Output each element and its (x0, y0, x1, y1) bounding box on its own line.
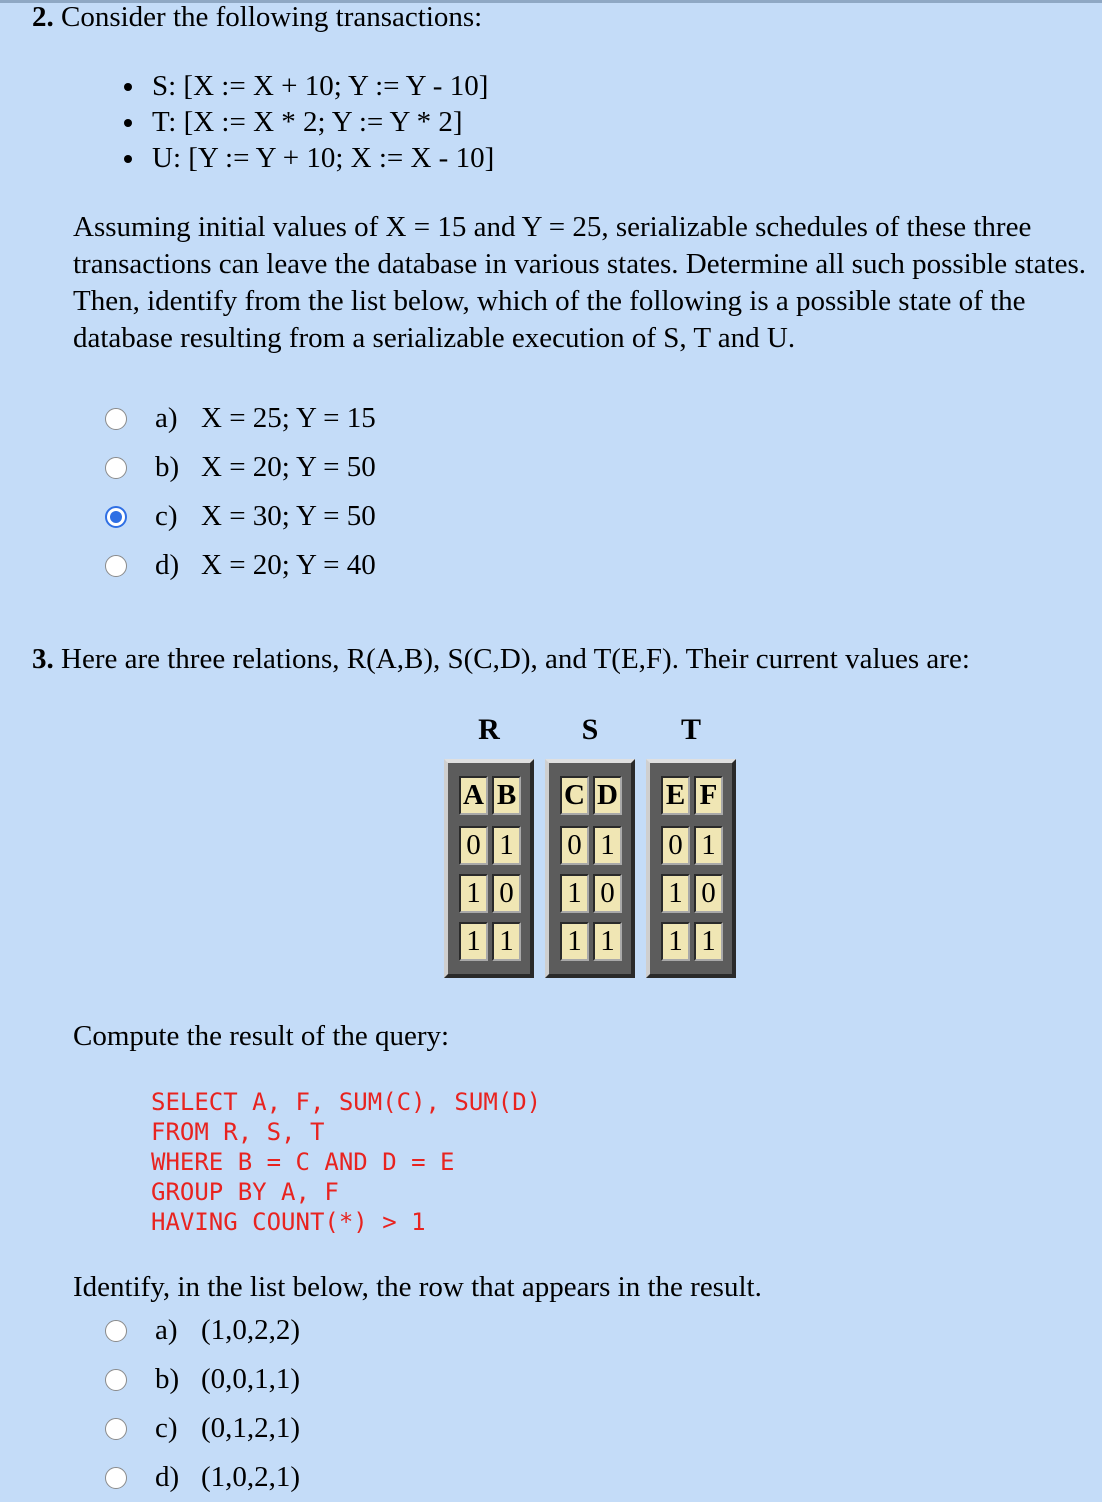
sql-line: SELECT A, F, SUM(C), SUM(D) (151, 1088, 542, 1116)
relation-s-cell: 1 (560, 922, 589, 961)
relation-t-table (646, 759, 736, 978)
q2-options (105, 394, 376, 590)
relation-t-cell: 0 (694, 874, 723, 913)
relation-r-cell: 1 (459, 922, 488, 961)
relation-s-table (545, 759, 635, 978)
q2-option-c-letter: c) (155, 500, 178, 532)
q3-option-a[interactable] (105, 1306, 300, 1355)
sql-line: HAVING COUNT(*) > 1 (151, 1208, 426, 1236)
q3-option-a-text: (1,0,2,2) (201, 1314, 301, 1346)
relation-r-cell: 1 (492, 922, 521, 961)
transaction-u: U: [Y := Y + 10; X := X - 10] (122, 140, 494, 176)
q3-options (105, 1306, 300, 1502)
q2-option-a[interactable] (105, 394, 376, 443)
relation-r-cell: 0 (459, 826, 488, 865)
relation-r-header-b: B (492, 776, 521, 815)
q3-radio-c[interactable] (105, 1418, 127, 1440)
relation-s-cell: 0 (593, 874, 622, 913)
q2-title: Consider the following transactions: (61, 1, 483, 33)
relation-s-cell: 1 (593, 922, 622, 961)
q2-heading (32, 0, 482, 34)
q3-prompt: Compute the result of the query: (73, 1020, 450, 1052)
relation-r-header-a: A (459, 776, 488, 815)
q3-radio-a[interactable] (105, 1320, 127, 1342)
q2-option-b-text: X = 20; Y = 50 (201, 451, 376, 483)
relation-names (444, 713, 736, 753)
q2-number: 2. (32, 1, 54, 33)
q3-option-d[interactable] (105, 1453, 300, 1502)
relation-t-cell: 1 (661, 922, 690, 961)
relation-t-cell: 1 (661, 874, 690, 913)
q2-radio-c[interactable] (105, 506, 127, 528)
q2-option-d[interactable] (105, 541, 376, 590)
relation-r-cell: 1 (459, 874, 488, 913)
q3-option-a-letter: a) (155, 1314, 178, 1346)
q2-option-c[interactable] (105, 492, 376, 541)
relation-s-cell: 1 (593, 826, 622, 865)
transaction-t: T: [X := X * 2; Y := Y * 2] (122, 104, 494, 140)
q3-option-b[interactable] (105, 1355, 300, 1404)
q3-option-b-text: (0,0,1,1) (201, 1363, 301, 1395)
relation-s-cell: 0 (560, 826, 589, 865)
q3-option-b-letter: b) (155, 1363, 180, 1395)
q2-radio-a[interactable] (105, 408, 127, 430)
sql-line: FROM R, S, T (151, 1118, 325, 1146)
q2-option-c-text: X = 30; Y = 50 (201, 500, 376, 532)
relation-r-name: R (478, 713, 500, 746)
relation-t-header-f: F (694, 776, 723, 815)
relation-t-header-e: E (661, 776, 690, 815)
relation-r-cell: 0 (492, 874, 521, 913)
transaction-s: S: [X := X + 10; Y := Y - 10] (122, 68, 494, 104)
q3-option-c[interactable] (105, 1404, 300, 1453)
q2-option-b-letter: b) (155, 451, 180, 483)
relation-t-cell: 0 (661, 826, 690, 865)
q3-heading (32, 642, 970, 676)
q2-radio-d[interactable] (105, 555, 127, 577)
q2-option-d-text: X = 20; Y = 40 (201, 549, 376, 581)
q2-option-b[interactable] (105, 443, 376, 492)
sql-line: GROUP BY A, F (151, 1178, 339, 1206)
relation-r-table (444, 759, 534, 978)
q3-title: Here are three relations, R(A,B), S(C,D), and T(E,F). Their current values are: (61, 643, 970, 675)
relation-s-header-c: C (560, 776, 589, 815)
relation-s-header-d: D (593, 776, 622, 815)
relation-s-name: S (581, 713, 599, 746)
q2-radio-b[interactable] (105, 457, 127, 479)
q3-identify: Identify, in the list below, the row that appears in the result. (73, 1271, 762, 1303)
q3-option-c-text: (0,1,2,1) (201, 1412, 301, 1444)
q3-option-d-letter: d) (155, 1461, 180, 1493)
q2-option-a-text: X = 25; Y = 15 (201, 402, 376, 434)
sql-query (151, 1087, 541, 1237)
relation-t-cell: 1 (694, 922, 723, 961)
relation-s-cell: 1 (560, 874, 589, 913)
relation-t-cell: 1 (694, 826, 723, 865)
q3-radio-d[interactable] (105, 1467, 127, 1489)
q2-option-d-letter: d) (155, 549, 180, 581)
sql-line: WHERE B = C AND D = E (151, 1148, 455, 1176)
q2-paragraph: Assuming initial values of X = 15 and Y = 25, serializable schedules of these three transactions can leave the database in various states. Determine all such possible states. Then, identify from the list below, which of the following is a possible state of the database resulting from a serializable execution of S, T and U. (73, 211, 1087, 354)
q2-option-a-letter: a) (155, 402, 178, 434)
transaction-list (122, 68, 494, 176)
relation-r-cell: 1 (492, 826, 521, 865)
q3-radio-b[interactable] (105, 1369, 127, 1391)
relation-t-name: T (680, 713, 701, 746)
q3-option-c-letter: c) (155, 1412, 178, 1444)
q3-number: 3. (32, 643, 54, 675)
q3-option-d-text: (1,0,2,1) (201, 1461, 301, 1493)
